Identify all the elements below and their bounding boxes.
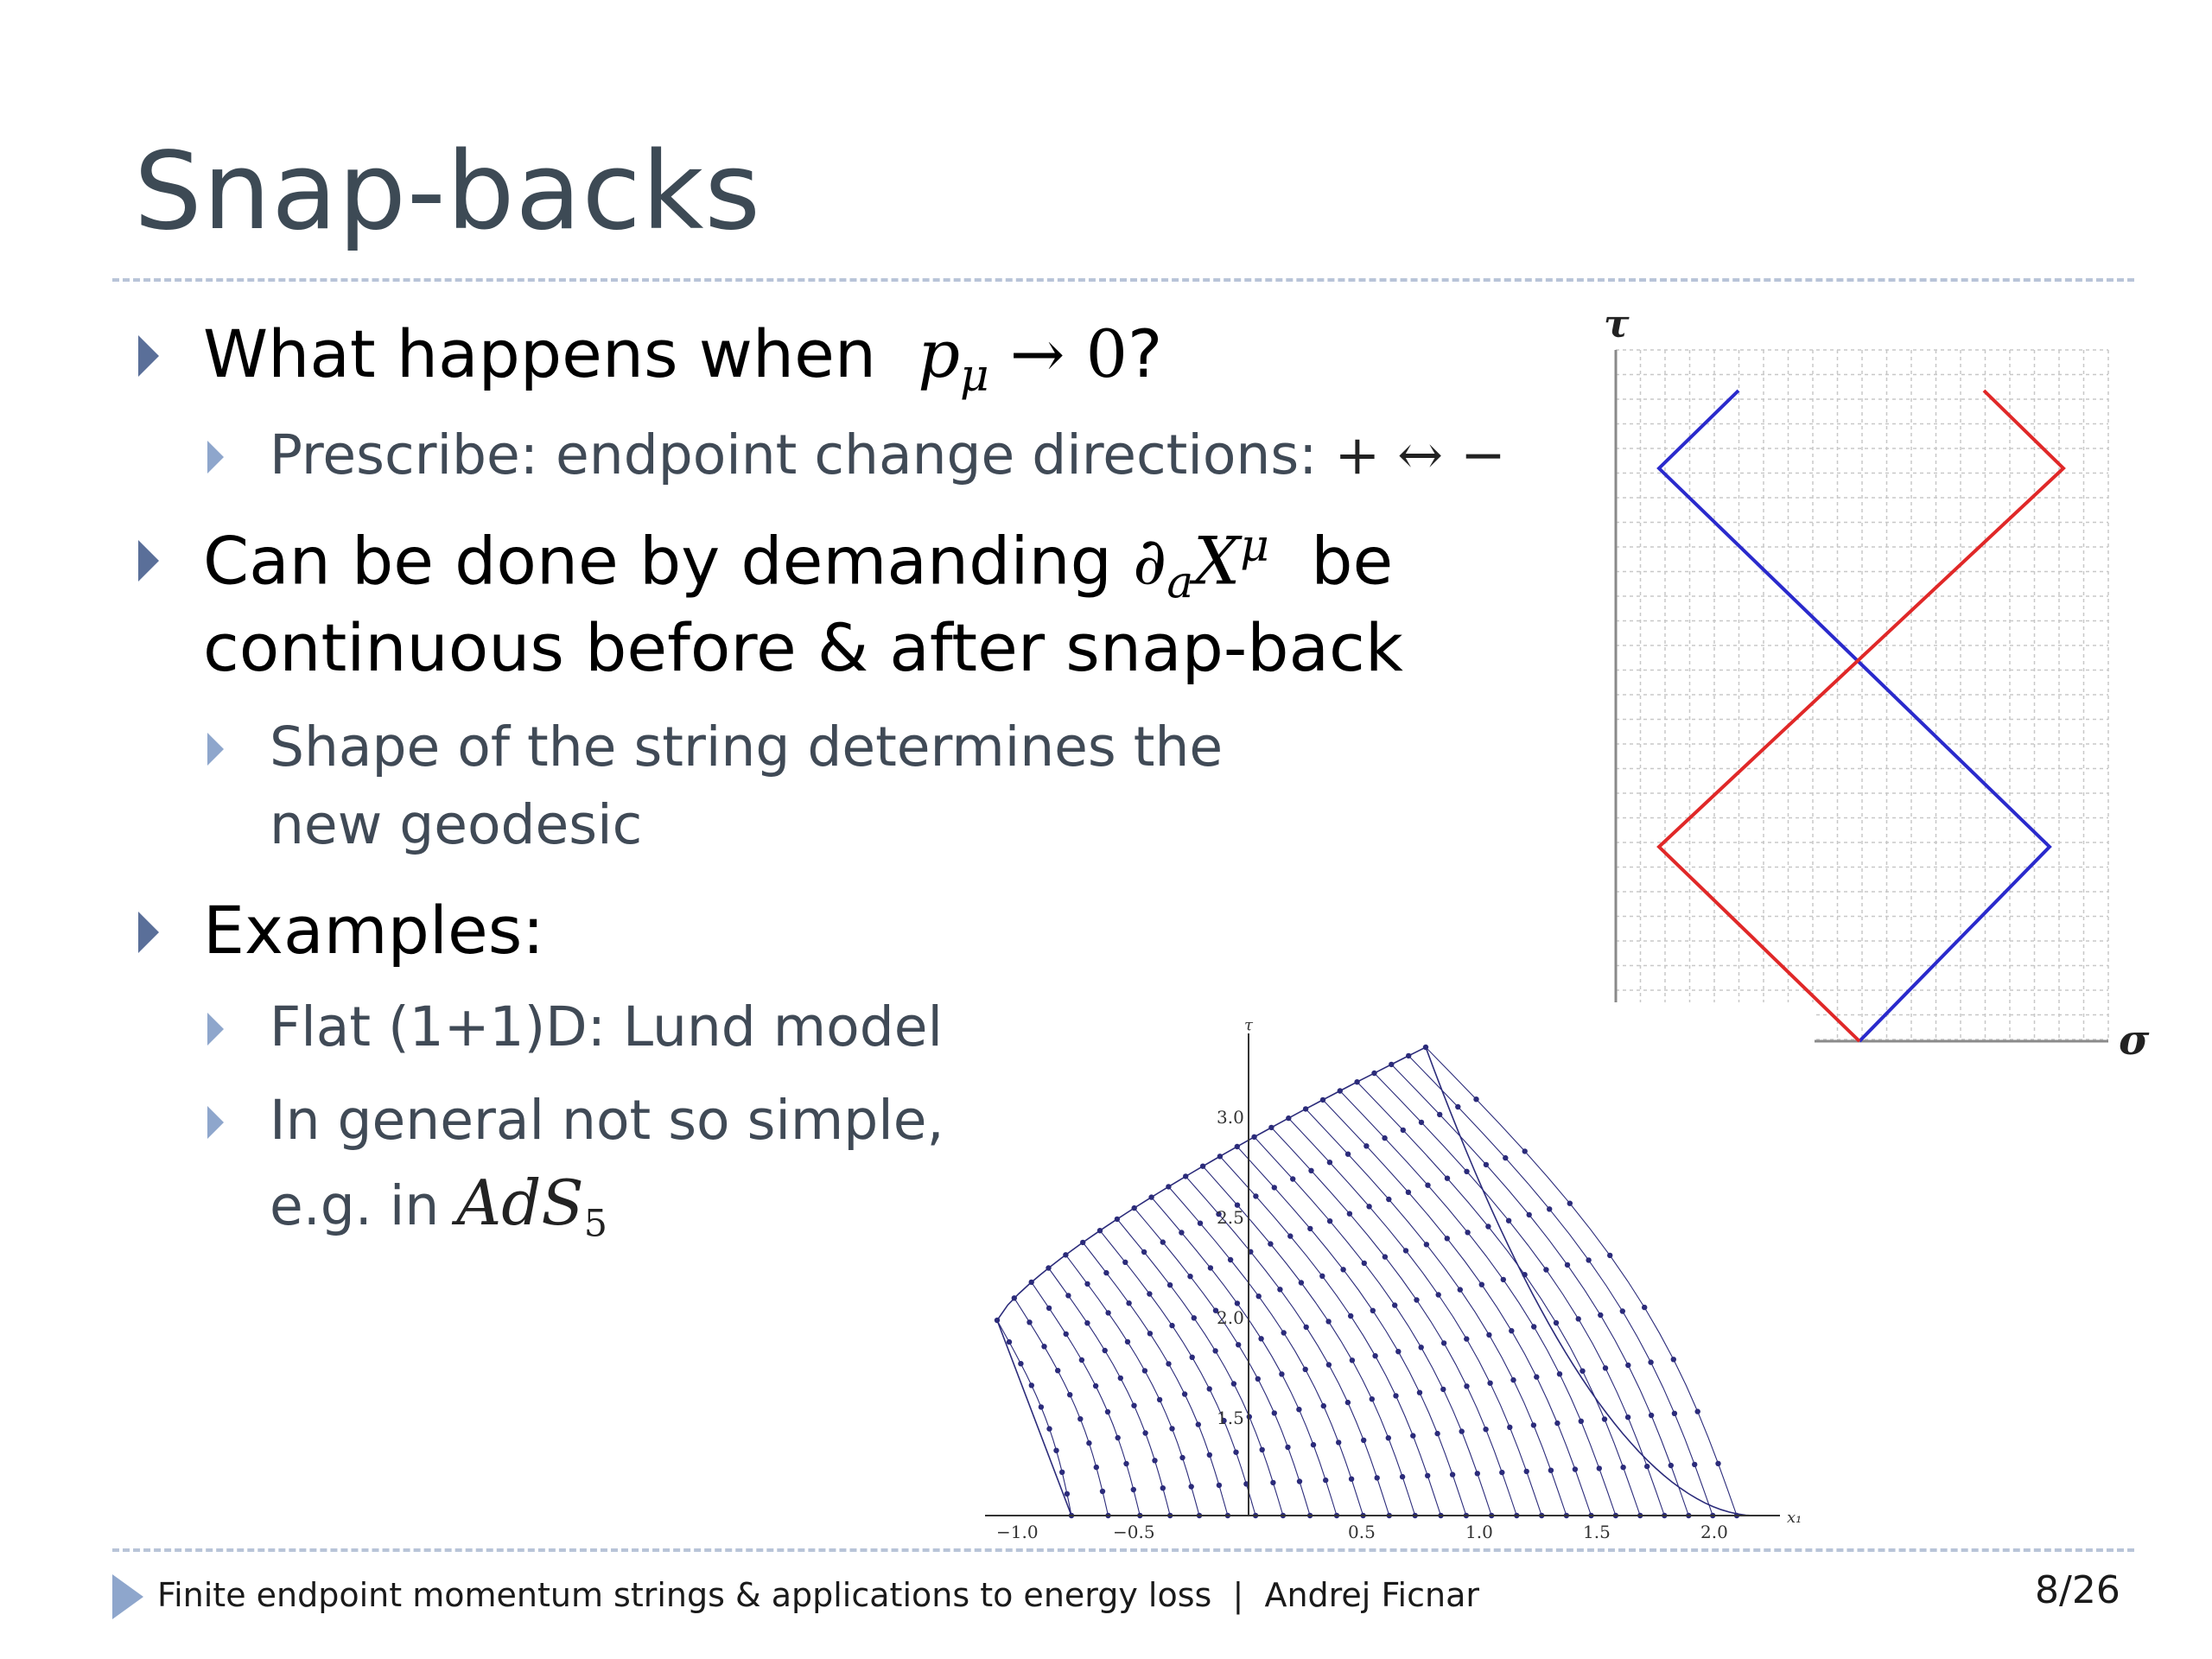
- ads-string-point: [1389, 1062, 1394, 1067]
- ads-string-point: [1671, 1357, 1676, 1362]
- ads-string-point: [1235, 1300, 1240, 1306]
- ads-string-point: [1669, 1463, 1674, 1468]
- ads-string-point: [1084, 1281, 1090, 1287]
- bullet-arrow-icon: [138, 912, 159, 953]
- ads-string-point: [1437, 1112, 1442, 1117]
- ads-string-point: [1200, 1164, 1205, 1169]
- sub-bullet-shape-line2: new geodesic: [270, 793, 643, 856]
- ads-string-point: [1445, 1176, 1450, 1181]
- ads-string-point: [1169, 1323, 1174, 1328]
- ads-string-point: [1296, 1407, 1301, 1412]
- ads-string-point: [1393, 1393, 1398, 1398]
- ads-xtick--0.5: −0.5: [1113, 1522, 1155, 1542]
- math-AdS: AdS: [456, 1166, 584, 1239]
- ads-string-point: [1345, 1152, 1351, 1157]
- ads-string-point: [1441, 1340, 1446, 1345]
- ads-string-point: [1361, 1438, 1366, 1443]
- ads-string-point: [1410, 1433, 1415, 1438]
- ads-string-point: [1236, 1342, 1241, 1347]
- ads-string-point: [1125, 1339, 1130, 1344]
- ads-string-point: [1059, 1470, 1065, 1475]
- ads-string-point: [1196, 1421, 1201, 1427]
- bullet-text: What happens when: [203, 315, 876, 392]
- ads-string-point: [1299, 1280, 1304, 1285]
- slide-title: Snap-backs: [134, 130, 762, 254]
- ads-string-point: [1157, 1397, 1162, 1402]
- ads-string-point: [1692, 1462, 1697, 1467]
- ads-string-point: [1093, 1383, 1098, 1389]
- ads-string-point: [1464, 1383, 1469, 1389]
- math-plus-minus: + ↔ −: [1334, 423, 1506, 486]
- ads-string-point: [1386, 1197, 1391, 1202]
- ads-string-point: [1425, 1183, 1430, 1188]
- ads-string-point: [1166, 1361, 1171, 1366]
- ads-string-point: [1208, 1265, 1213, 1270]
- ads-string-point: [1366, 1204, 1371, 1209]
- bullet-can-be-done-line1: [203, 520, 1393, 609]
- ads-string-point: [1325, 1319, 1331, 1324]
- sub-bullet-shape-line1: Shape of the string determines the: [270, 715, 1224, 779]
- ads-ytick-1.5: 1.5: [1217, 1408, 1244, 1428]
- ads-string-point: [1340, 1267, 1345, 1272]
- bullet-text: Can be done by demanding: [203, 522, 1112, 600]
- ads-string-point: [1403, 1248, 1408, 1253]
- ads-string-point: [1142, 1430, 1147, 1435]
- ads-string-point: [1118, 1376, 1123, 1381]
- math-sub-a: a: [1166, 556, 1194, 609]
- ads-xtick-1.0: 1.0: [1465, 1522, 1493, 1542]
- ads-string-point: [1320, 1097, 1325, 1103]
- ads-string-point: [1183, 1173, 1188, 1179]
- ads-string-point: [1620, 1308, 1625, 1313]
- ads-string-point: [1382, 1254, 1388, 1259]
- ads-string-point: [1483, 1427, 1488, 1432]
- ads-string-point: [1580, 1369, 1585, 1374]
- ads-string-point: [1160, 1485, 1166, 1491]
- math-arrow-zero: → 0: [1009, 315, 1128, 392]
- ads-string-point: [1573, 1466, 1578, 1471]
- ads-string-point: [1319, 1274, 1325, 1279]
- ads-string-point: [1046, 1306, 1052, 1311]
- ads-string-point: [1400, 1474, 1405, 1479]
- ads-string-point: [1414, 1297, 1419, 1302]
- ads-string-point: [1440, 1387, 1446, 1392]
- ads-string-point: [1012, 1295, 1017, 1300]
- lund-red-worldline: [1659, 391, 2063, 1041]
- ads-string-point: [1055, 1368, 1060, 1373]
- ads-string-point: [1179, 1230, 1184, 1235]
- ads-string-point: [1190, 1355, 1195, 1360]
- ads-string-point: [1354, 1079, 1359, 1084]
- ads-string-point: [1350, 1357, 1355, 1363]
- bullet-text: be: [1311, 522, 1394, 600]
- ads-string-point: [1192, 1315, 1197, 1320]
- ads-string-point: [1189, 1484, 1194, 1489]
- math-partial: ∂: [1133, 522, 1167, 600]
- ads-string-point: [1046, 1426, 1052, 1431]
- ads-string-point: [1105, 1409, 1110, 1414]
- ads-string-point: [1268, 1125, 1274, 1130]
- footer-arrow-icon: [112, 1574, 143, 1619]
- ads-string-point: [1166, 1184, 1171, 1189]
- ads-string-point: [1007, 1339, 1012, 1344]
- ads-string-point: [1100, 1489, 1105, 1494]
- ads-string-point: [1347, 1211, 1352, 1217]
- ads-string-point: [995, 1318, 1000, 1323]
- ads-string-point: [1251, 1135, 1256, 1140]
- ads-string-point: [1382, 1135, 1387, 1141]
- ads-string-point: [1548, 1468, 1554, 1473]
- ads-string-point: [1485, 1224, 1491, 1229]
- ads-string-point: [1501, 1277, 1506, 1282]
- ads-string-point: [1531, 1422, 1536, 1427]
- question-mark: ?: [1127, 315, 1163, 392]
- ads-string-point: [1349, 1477, 1354, 1482]
- ads-string-point: [1231, 1381, 1236, 1386]
- ads-string-point: [1258, 1336, 1263, 1341]
- ads-string-point: [1132, 1205, 1137, 1211]
- ads-string-point: [1363, 1143, 1369, 1148]
- bullet-examples: Examples:: [203, 892, 544, 969]
- ads-string-point: [1029, 1280, 1034, 1285]
- ads-string-point: [1304, 1325, 1309, 1330]
- sub-bullet-arrow-icon: [207, 733, 224, 766]
- ads-string-point: [1602, 1416, 1607, 1421]
- ads-string-point: [1486, 1332, 1491, 1338]
- footer-text: Finite endpoint momentum strings & applications to energy loss | Andrej Ficnar: [157, 1576, 1479, 1614]
- bullet-arrow-icon: [138, 540, 159, 582]
- ads-string-point: [1425, 1473, 1430, 1478]
- ads-string-point: [1510, 1377, 1516, 1382]
- ads-string-point: [1579, 1419, 1584, 1424]
- ads-string-point: [1131, 1487, 1136, 1492]
- ads-string-point: [1567, 1201, 1573, 1206]
- ads-string-point: [1167, 1282, 1173, 1287]
- ads-string-point: [1103, 1348, 1108, 1353]
- ads-string-point: [1041, 1344, 1046, 1349]
- ads-string-point: [1077, 1416, 1083, 1421]
- lund-grid: [1616, 350, 2108, 1041]
- ads-string-point: [1506, 1218, 1511, 1224]
- ads-string-point: [1534, 1374, 1539, 1379]
- bullet-what-happens: [203, 315, 1162, 402]
- ads-string-point: [1260, 1447, 1265, 1452]
- ads-string-point: [1479, 1282, 1484, 1287]
- ads-string-point: [1123, 1461, 1128, 1466]
- math-sub-5: 5: [583, 1202, 607, 1246]
- ads-string-point: [1303, 1106, 1308, 1111]
- ads-string-point: [1277, 1287, 1282, 1292]
- ads-string-point: [1103, 1270, 1109, 1275]
- ads-string-point: [1362, 1261, 1367, 1266]
- ads-string-point: [1527, 1212, 1532, 1217]
- ads-string-point: [1065, 1293, 1071, 1298]
- ads-string-point: [1079, 1357, 1084, 1363]
- sub-bullet-general-line1: In general not so simple,: [270, 1089, 944, 1152]
- ads-string-point: [1543, 1267, 1548, 1272]
- title-divider: [112, 278, 2134, 282]
- ads-string-point: [1455, 1104, 1460, 1109]
- lund-model-diagram: [1590, 302, 2152, 1080]
- ads-string-point: [1338, 1088, 1343, 1093]
- ads-string-point: [1598, 1313, 1603, 1318]
- sub-bullet-arrow-icon: [207, 1013, 224, 1046]
- ads-string-point: [1207, 1386, 1212, 1391]
- ads-string-point: [1187, 1274, 1192, 1279]
- ads-string-point: [1406, 1190, 1411, 1195]
- ads-string-point: [1695, 1408, 1700, 1414]
- ads-string-point: [1436, 1292, 1441, 1297]
- ads-string-point: [1386, 1435, 1391, 1440]
- ads-string-point: [1253, 1193, 1258, 1198]
- bullet-can-be-done-line2: continuous before & after snap-back: [203, 609, 1403, 686]
- ads-x1-label: x₁: [1787, 1509, 1802, 1527]
- ads-string-point: [1115, 1217, 1120, 1222]
- ads-string-point: [1503, 1155, 1508, 1160]
- ads-string-point: [1308, 1168, 1313, 1173]
- ads-string-point: [1290, 1176, 1295, 1181]
- ads-string-point: [1152, 1458, 1157, 1463]
- ads-string-point: [1018, 1361, 1023, 1366]
- math-sub-mu: μ: [959, 350, 989, 403]
- ads-string-point: [1327, 1218, 1332, 1224]
- ads-string-point: [1475, 1471, 1480, 1476]
- ads-string-point: [1286, 1116, 1291, 1121]
- ads-string-point: [1086, 1440, 1091, 1446]
- ads-string-point: [1279, 1371, 1284, 1376]
- ads-ytick-2.0: 2.0: [1217, 1307, 1244, 1328]
- ads-string-point: [1169, 1426, 1174, 1431]
- ads-string-point: [1281, 1330, 1287, 1335]
- ads-string-point: [1345, 1400, 1351, 1405]
- ads-string-point: [1522, 1272, 1527, 1277]
- ads-tau-label: τ: [1244, 1016, 1253, 1034]
- ads-string-plot: [985, 1002, 1815, 1547]
- ads-string-point: [1053, 1448, 1058, 1453]
- ads-string-point: [1116, 1435, 1121, 1440]
- ads-string-point: [1642, 1305, 1647, 1310]
- ads-string-point: [1287, 1233, 1293, 1238]
- ads-string-point: [1484, 1162, 1489, 1167]
- ads-xtick--1.0: −1.0: [996, 1522, 1039, 1542]
- sub-bullet-flat: Flat (1+1)D: Lund model: [270, 995, 943, 1058]
- ads-string-point: [1445, 1236, 1450, 1241]
- ads-string-point: [1235, 1144, 1240, 1149]
- ads-string-point: [1217, 1483, 1222, 1488]
- bullet-arrow-icon: [138, 335, 159, 377]
- ads-string-point: [1565, 1262, 1570, 1268]
- ads-string-point: [1557, 1371, 1562, 1376]
- ads-string-point: [1179, 1455, 1185, 1460]
- ads-string-point: [1487, 1381, 1492, 1386]
- ads-string-point: [1233, 1450, 1238, 1455]
- ads-string-point: [1401, 1128, 1406, 1133]
- ads-string-point: [1065, 1491, 1070, 1497]
- ads-string-point: [1029, 1382, 1034, 1388]
- ads-string-point: [1554, 1421, 1560, 1426]
- ads-string-point: [1370, 1396, 1375, 1402]
- ads-string-point: [1147, 1291, 1152, 1296]
- ads-string-point: [1586, 1257, 1591, 1262]
- ads-string-point: [1625, 1414, 1630, 1420]
- ads-string-point: [1375, 1475, 1380, 1480]
- ads-string-point: [1597, 1465, 1602, 1471]
- ads-string-point: [1554, 1320, 1559, 1325]
- ads-string-point: [1097, 1228, 1103, 1233]
- ads-string-point: [1217, 1154, 1223, 1159]
- lund-sigma-label: σ: [2119, 1016, 2150, 1065]
- ads-xtick-2.0: 2.0: [1700, 1522, 1728, 1542]
- ads-ytick-3.0: 3.0: [1217, 1107, 1244, 1128]
- ads-string-point: [1465, 1230, 1470, 1235]
- ads-string-point: [1417, 1390, 1422, 1395]
- ads-string-point: [1323, 1478, 1328, 1483]
- ads-string-point: [1648, 1359, 1653, 1364]
- ads-string-point: [1499, 1470, 1504, 1475]
- ads-string-point: [1228, 1257, 1233, 1262]
- math-X: X: [1193, 522, 1241, 600]
- ads-string-point: [1039, 1404, 1044, 1409]
- ads-string-point: [1603, 1365, 1608, 1370]
- ads-string-point: [1459, 1428, 1465, 1433]
- sub-bullet-prescribe: [270, 423, 1506, 486]
- plot-background: [985, 1002, 1815, 1547]
- ads-string-point: [1307, 1226, 1313, 1231]
- ads-string-point: [1458, 1287, 1463, 1292]
- ads-string-point: [1046, 1265, 1051, 1270]
- ads-string-point: [1531, 1324, 1536, 1329]
- ads-string-point: [1509, 1328, 1514, 1333]
- lund-tau-label: τ: [1604, 302, 1630, 346]
- ads-string-point: [1080, 1240, 1085, 1245]
- ads-string-point: [1672, 1411, 1677, 1416]
- ads-string-point: [1297, 1478, 1302, 1484]
- sub-bullet-arrow-icon: [207, 441, 224, 474]
- ads-string-point: [1311, 1442, 1316, 1447]
- ads-string-point: [1027, 1319, 1032, 1325]
- ads-string-point: [1198, 1221, 1203, 1226]
- lund-blue-worldline: [1659, 391, 2050, 1041]
- ads-string-point: [1607, 1253, 1612, 1258]
- ads-string-point: [1644, 1464, 1649, 1469]
- ads-string-point: [1084, 1320, 1090, 1325]
- ads-string-point: [1147, 1331, 1153, 1336]
- ads-string-point: [1272, 1185, 1277, 1190]
- math-sup-mu: μ: [1240, 520, 1269, 572]
- ads-string-point: [1212, 1348, 1217, 1353]
- ads-string-point: [1285, 1445, 1290, 1450]
- bullet-text: Prescribe: endpoint change directions:: [270, 423, 1318, 486]
- ads-string-point: [1182, 1391, 1187, 1396]
- ads-ytick-2.5: 2.5: [1217, 1207, 1244, 1228]
- ads-string-point: [1434, 1431, 1440, 1436]
- ads-string-point: [1473, 1096, 1478, 1102]
- page-number: 8/26: [2035, 1568, 2120, 1612]
- ads-string-point: [1270, 1480, 1275, 1485]
- ads-string-point: [1370, 1308, 1376, 1313]
- ads-string-point: [1371, 1071, 1376, 1076]
- ads-string-point: [1450, 1471, 1455, 1477]
- ads-string-point: [1067, 1392, 1072, 1397]
- bullet-text: e.g. in: [270, 1174, 440, 1237]
- ads-xtick-0.5: 0.5: [1348, 1522, 1376, 1542]
- ads-string-point: [1576, 1316, 1581, 1321]
- ads-string-point: [1303, 1367, 1308, 1372]
- ads-string-point: [1547, 1206, 1552, 1211]
- ads-string-point: [1522, 1148, 1528, 1154]
- ads-string-point: [1122, 1260, 1128, 1265]
- ads-string-point: [1392, 1302, 1397, 1307]
- ads-xtick-1.5: 1.5: [1583, 1522, 1611, 1542]
- ads-string-point: [1272, 1410, 1277, 1415]
- ads-string-point: [1255, 1376, 1261, 1382]
- ads-string-point: [1348, 1313, 1353, 1319]
- ads-string-point: [1126, 1300, 1131, 1306]
- ads-string-point: [1063, 1252, 1068, 1257]
- ads-string-point: [1419, 1344, 1424, 1350]
- ads-string-point: [1094, 1465, 1099, 1470]
- ads-string-point: [1424, 1242, 1429, 1247]
- ads-string-point: [1326, 1362, 1332, 1367]
- ads-string-point: [1524, 1469, 1529, 1474]
- sub-bullet-general-line2: [270, 1166, 607, 1246]
- ads-string-point: [1649, 1413, 1654, 1418]
- ads-string-point: [1142, 1368, 1147, 1373]
- ads-string-point: [1507, 1425, 1512, 1430]
- ads-string-point: [1327, 1160, 1332, 1165]
- ads-string-point: [1715, 1461, 1720, 1466]
- ads-string-point: [1464, 1336, 1469, 1341]
- ads-string-point: [1105, 1310, 1110, 1315]
- footer-divider: [112, 1548, 2134, 1552]
- ads-string-point: [1321, 1403, 1326, 1408]
- ads-string-point: [1372, 1353, 1377, 1358]
- ads-string-point: [1395, 1349, 1401, 1354]
- ads-string-point: [1160, 1239, 1166, 1244]
- ads-string-point: [1256, 1294, 1262, 1299]
- math-p: p: [918, 315, 960, 392]
- ads-string-point: [1207, 1452, 1212, 1458]
- ads-string-point: [1464, 1169, 1469, 1174]
- ads-string-point: [1620, 1465, 1625, 1470]
- ads-string-point: [1148, 1194, 1154, 1199]
- ads-string-point: [1406, 1053, 1411, 1058]
- ads-string-point: [1131, 1403, 1136, 1408]
- ads-string-point: [1423, 1045, 1428, 1050]
- ads-string-point: [1419, 1120, 1424, 1125]
- ads-string-point: [1064, 1332, 1069, 1337]
- ads-string-point: [1268, 1241, 1273, 1246]
- ads-string-point: [1625, 1363, 1630, 1368]
- ads-string-point: [1336, 1440, 1341, 1445]
- sub-bullet-arrow-icon: [207, 1106, 224, 1139]
- ads-string-point: [1141, 1249, 1147, 1255]
